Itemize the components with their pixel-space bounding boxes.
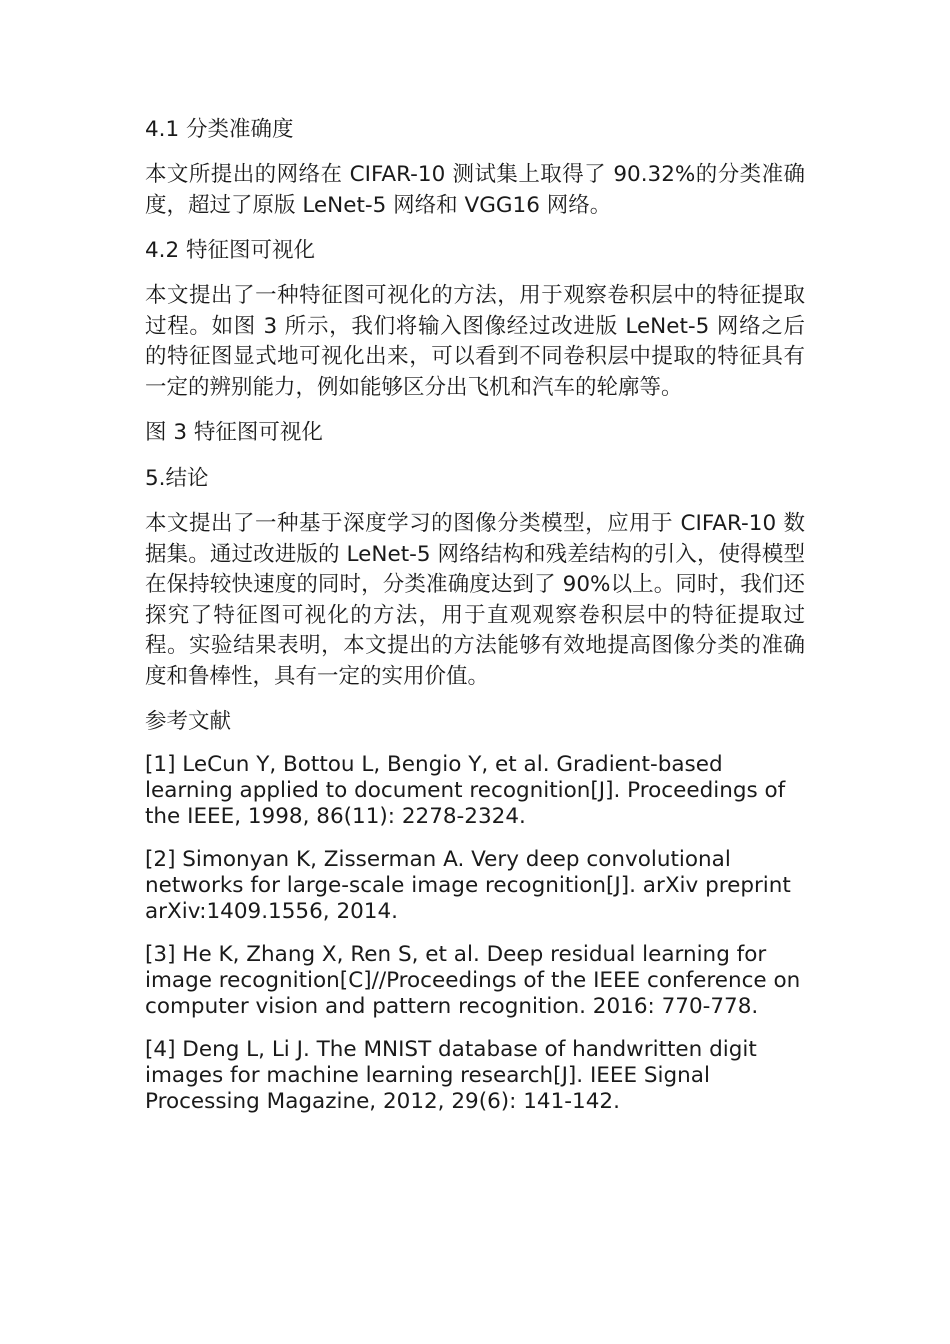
section-5-title: 5.结论 xyxy=(145,466,209,491)
section-5-text: 本文提出了一种基于深度学习的图像分类模型，应用于 CIFAR-10 数据集。通过改进版的 LeNet-5 网络结构和残差结构的引入，使得模型在保持较快速度的同时，分类准确度达到了 90%以上。同时，我们还探究了特征图可视化的方法，用于直观观察卷积层中的特征提取过程。实验结果表明，本文提出的方法能够有效地提高图像分类的准确度和鲁棒性，具有一定的实用价值。 xyxy=(145,511,805,689)
reference-item: [2] Simonyan K, Zisserman A. Very deep convolutional networks for large-scale image recognition[J]. arXiv preprint arXiv:1409.1556, 2014. xyxy=(145,847,791,924)
section-4-2-title: 4.2 特征图可视化 xyxy=(145,238,316,263)
reference-item: [3] He K, Zhang X, Ren S, et al. Deep residual learning for image recognition[C]//Proceedings of the IEEE conference on computer vision and pattern recognition. 2016: 770-778. xyxy=(145,942,801,1019)
references-title: 参考文献 xyxy=(145,709,232,734)
document-page xyxy=(145,114,805,1132)
reference-item: [1] LeCun Y, Bottou L, Bengio Y, et al. Gradient-based learning applied to document recognition[J]. Proceedings of the IEEE, 1998, 86(11): 2278-2324. xyxy=(145,752,786,829)
section-4-2-text: 本文提出了一种特征图可视化的方法，用于观察卷积层中的特征提取过程。如图 3 所示，我们将输入图像经过改进版 LeNet-5 网络之后的特征图显式地可视化出来，可以看到不同卷积层中提取的特征具有一定的辨别能力，例如能够区分出飞机和汽车的轮廓等。 xyxy=(145,283,805,400)
figure-3-caption: 图 3 特征图可视化 xyxy=(145,420,323,445)
section-4-1-title: 4.1 分类准确度 xyxy=(145,117,294,142)
reference-item: [4] Deng L, Li J. The MNIST database of handwritten digit images for machine learning research[J]. IEEE Signal Processing Magazine, 2012, 29(6): 141-142. xyxy=(145,1037,757,1114)
section-4-1-text: 本文所提出的网络在 CIFAR-10 测试集上取得了 90.32%的分类准确度，超过了原版 LeNet-5 网络和 VGG16 网络。 xyxy=(145,162,805,218)
reference-list xyxy=(145,752,805,1115)
